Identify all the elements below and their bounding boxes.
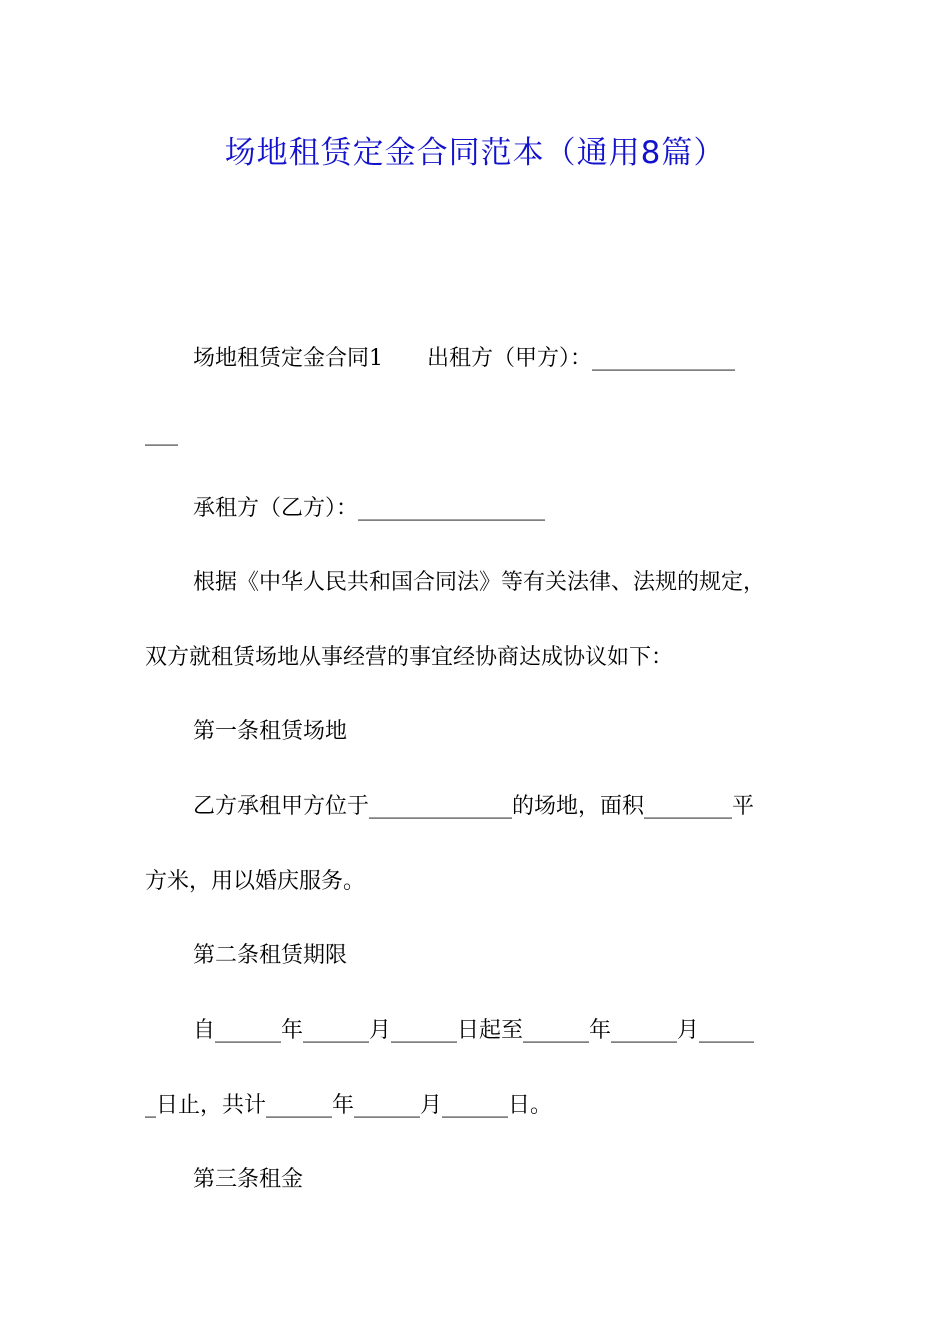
article-1-heading: 第一条租赁场地 [193,719,348,744]
article-1-body: 乙方承租甲方位于_____________的场地，面积________平 [193,794,755,819]
legal-basis-paragraph: 根据《中华人民共和国合同法》等有关法律、法规的规定， [193,570,766,595]
article-2-body-continuation: _日止，共计______年______月______日。 [145,1093,553,1118]
article-2-heading: 第二条租赁期限 [193,943,348,968]
contract-heading-lessor-line: 场地租赁定金合同1 出租方（甲方）：_____________ [193,346,735,371]
legal-basis-paragraph-continuation: 双方就租赁场地从事经营的事宜经协商达成协议如下： [145,645,674,670]
article-2-body: 自______年______月______日起至______年______月_____ [193,1018,755,1043]
article-1-body-continuation: 方米，用以婚庆服务。 [145,869,366,894]
article-3-heading: 第三条租金 [193,1167,304,1192]
lessee-line: 承租方（乙方）：_________________ [193,496,546,521]
document-title: 场地租赁定金合同范本（通用8篇） [224,135,726,171]
lessor-blank-continuation: ___ [145,421,178,446]
